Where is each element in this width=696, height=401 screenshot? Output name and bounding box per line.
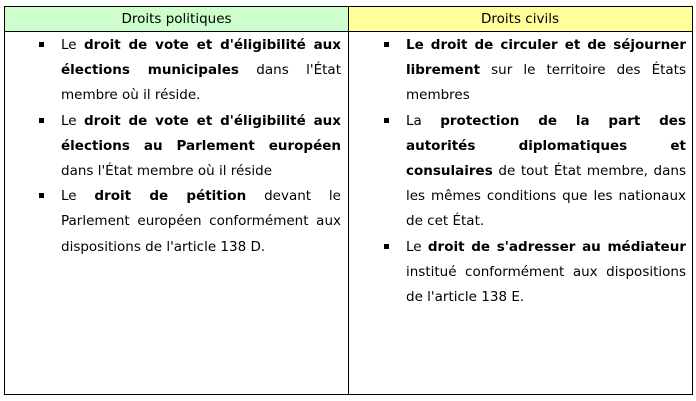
item-text: Le <box>61 112 85 129</box>
list-item <box>406 235 686 311</box>
item-text: dans l'État membre où il réside <box>61 163 273 180</box>
civil-rights-list <box>349 33 692 310</box>
bold-text: droit de pétition <box>94 188 247 205</box>
political-rights-list <box>5 33 348 260</box>
bold-text: protection de la part des autorités diplomatiques et consulaires <box>406 112 686 180</box>
rights-table <box>4 6 693 395</box>
bullet-icon <box>384 42 389 47</box>
bold-text: Le <box>406 37 431 53</box>
column-droits-politiques <box>5 33 348 260</box>
bold-text: droit de vote et d'éligibilité aux élections au Parlement européen <box>61 112 341 154</box>
item-text: dans l'État membre où il réside. <box>61 62 341 104</box>
bold-text: droit de circuler et de séjourner librement <box>406 37 686 79</box>
item-text: de tout État membre, dans les mêmes conditions que les nationaux de cet État. <box>406 163 686 230</box>
bullet-icon <box>39 118 44 123</box>
bullet-icon <box>384 118 389 123</box>
bold-text: droit de s'adresser au médiateur <box>427 238 686 255</box>
list-item <box>61 33 341 109</box>
item-text: Le <box>61 37 85 53</box>
header-droits-politiques: Droits politiques <box>5 7 348 32</box>
list-item <box>61 184 341 260</box>
bold-text: droit de vote et d'éligibilité aux élections municipales <box>61 37 341 79</box>
bullet-icon <box>39 193 44 198</box>
list-item <box>406 109 686 235</box>
column-droits-civils <box>349 33 692 310</box>
item-text: Le <box>406 238 428 255</box>
header-droits-civils: Droits civils <box>348 7 692 32</box>
item-text: sur le territoire des États membres <box>406 62 686 104</box>
bullet-icon <box>384 244 389 249</box>
item-text: institué conformément aux dispositions de l'article 138 E. <box>406 263 686 306</box>
item-text: Le <box>61 188 95 205</box>
bullet-icon <box>39 42 44 47</box>
item-text: La <box>406 112 441 129</box>
list-item <box>61 109 341 185</box>
item-text: devant le Parlement européen conformément aux dispositions de l'article 138 D. <box>61 188 341 255</box>
list-item <box>406 33 686 109</box>
